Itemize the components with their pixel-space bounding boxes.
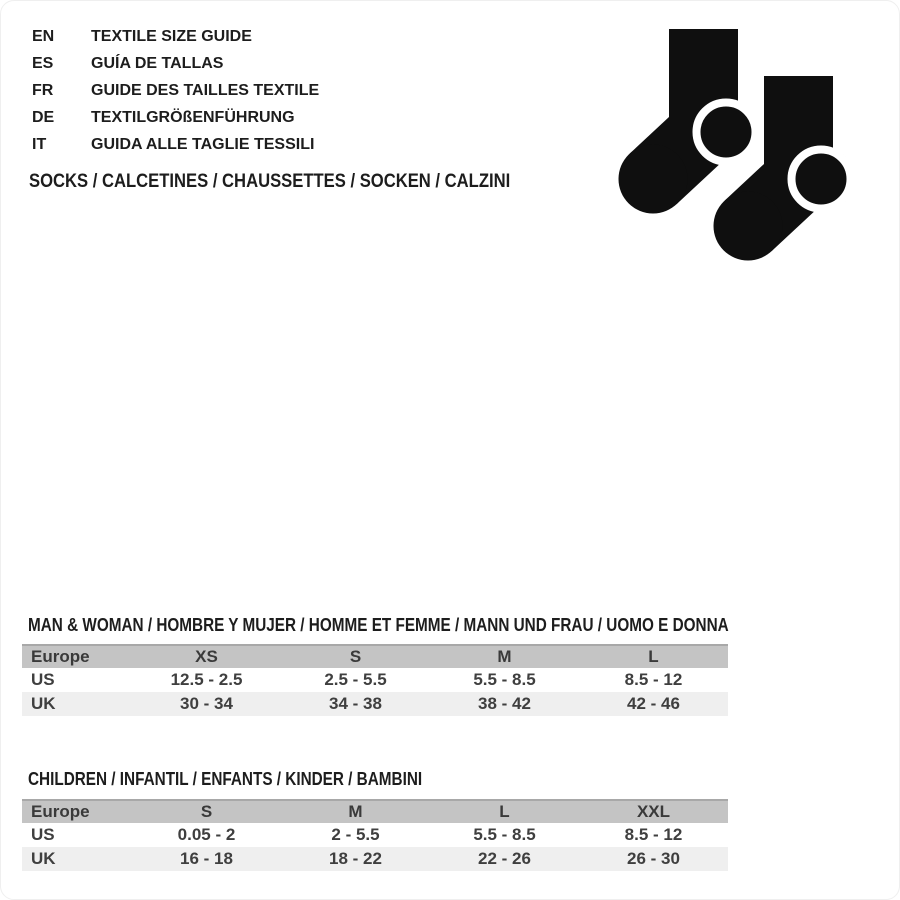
- size-cell: 30 - 34: [180, 694, 233, 713]
- size-cell: 8.5 - 12: [624, 825, 683, 844]
- header-cell-europe: Europe: [31, 802, 90, 821]
- size-cell: 2.5 - 5.5: [324, 670, 387, 689]
- lang-code: ES: [32, 55, 54, 72]
- lang-code: FR: [32, 82, 54, 99]
- sock-left: [619, 29, 760, 214]
- lang-label: GUÍA DE TALLAS: [91, 55, 224, 72]
- category-line: [29, 172, 579, 192]
- category-line-text: SOCKS / CALCETINES / CHAUSSETTES / SOCKEN / CALZINI: [29, 171, 511, 192]
- size-table-man-woman: [22, 644, 728, 716]
- lang-code: IT: [32, 136, 47, 153]
- size-cell: 0.05 - 2: [177, 825, 236, 844]
- size-cell: 18 - 22: [329, 849, 382, 868]
- size-cell: 5.5 - 8.5: [473, 825, 536, 844]
- lang-row-fr: [32, 77, 319, 104]
- size-table-children: [22, 799, 728, 871]
- header-cell-size: M: [497, 647, 512, 666]
- header-cell-size: S: [349, 647, 362, 666]
- size-cell: 38 - 42: [478, 694, 531, 713]
- table-row-uk: [22, 692, 728, 716]
- size-cell: 34 - 38: [329, 694, 382, 713]
- table-header-row: [22, 644, 728, 668]
- size-cell: 16 - 18: [180, 849, 233, 868]
- lang-row-de: [32, 104, 319, 131]
- header-cell-size: L: [499, 802, 510, 821]
- size-cell: 26 - 30: [627, 849, 680, 868]
- header-cell-size: XXL: [636, 802, 671, 821]
- size-cell: 22 - 26: [478, 849, 531, 868]
- header-cell-size: M: [348, 802, 363, 821]
- row-label: US: [31, 670, 55, 689]
- table-row-us: [22, 823, 728, 847]
- row-label: UK: [31, 849, 56, 868]
- lang-label: GUIDA ALLE TAGLIE TESSILI: [91, 136, 315, 153]
- lang-label: GUIDE DES TAILLES TEXTILE: [91, 82, 320, 99]
- header-cell-europe: Europe: [31, 647, 90, 666]
- table-title-man-woman: [28, 615, 852, 635]
- lang-row-it: [32, 131, 319, 158]
- lang-row-es: [32, 50, 319, 77]
- size-cell: 42 - 46: [627, 694, 680, 713]
- size-cell: 2 - 5.5: [331, 825, 380, 844]
- table-header-row: [22, 799, 728, 823]
- row-label: UK: [31, 694, 56, 713]
- row-label: US: [31, 825, 55, 844]
- header-cell-size: S: [200, 802, 213, 821]
- table-title-children: [28, 769, 492, 789]
- table-row-us: [22, 668, 728, 692]
- size-cell: 8.5 - 12: [624, 670, 683, 689]
- size-cell: 5.5 - 8.5: [473, 670, 536, 689]
- socks-icon: [601, 11, 881, 281]
- table-title-text: CHILDREN / INFANTIL / ENFANTS / KINDER / BAMBINI: [28, 769, 423, 789]
- size-cell: 12.5 - 2.5: [170, 670, 243, 689]
- lang-row-en: [32, 23, 319, 50]
- header-cell-size: L: [648, 647, 659, 666]
- table-title-text: MAN & WOMAN / HOMBRE Y MUJER / HOMME ET FEMME / MANN UND FRAU / UOMO E DONNA: [28, 615, 729, 635]
- table-row-uk: [22, 847, 728, 871]
- lang-label: TEXTILGRÖßENFÜHRUNG: [91, 109, 295, 126]
- header-cell-size: XS: [195, 647, 218, 666]
- lang-label: TEXTILE SIZE GUIDE: [91, 28, 252, 45]
- lang-code: DE: [32, 109, 55, 126]
- language-list: [32, 23, 319, 158]
- lang-code: EN: [32, 28, 55, 45]
